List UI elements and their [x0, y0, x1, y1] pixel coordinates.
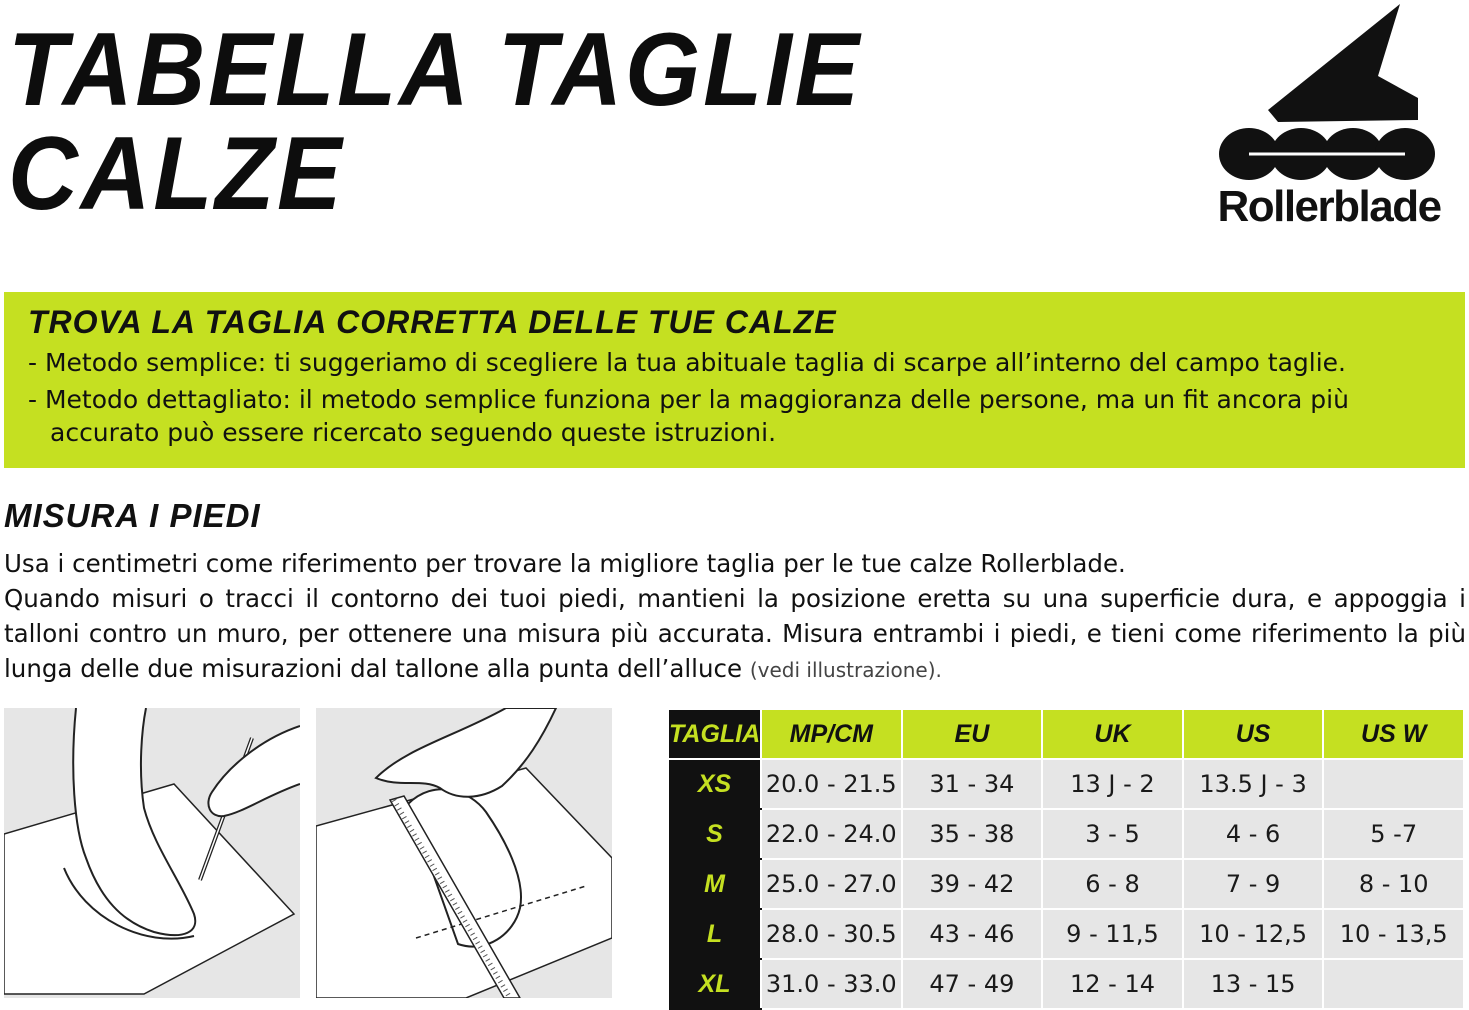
header-eu: EU [902, 710, 1043, 759]
page-title [8, 12, 862, 232]
size-chart-table [669, 710, 1465, 1010]
table-cell: 43 - 46 [902, 909, 1043, 959]
guide-detailed-method: - Metodo dettagliato: il metodo semplice funziona per la maggioranza delle persone, ma un fit ancora più accurato può essere ricercato seguendo queste istruzioni. [28, 385, 1349, 447]
table-cell: 47 - 49 [902, 959, 1043, 1009]
table-row [669, 809, 1464, 859]
table-cell: 10 - 13,5 [1323, 909, 1464, 959]
table-cell: 13 - 15 [1183, 959, 1324, 1009]
table-cell: 31 - 34 [902, 759, 1043, 809]
table-row [669, 859, 1464, 909]
table-cell: 20.0 - 21.5 [761, 759, 902, 809]
measure-body: Quando misuri o tracci il contorno dei tuoi piedi, mantieni la posizione eretta su una superficie dura, e appoggia i talloni contro un muro, per ottenere una misura più accurata. Misura entrambi i piedi, e tieni come riferimento la più lunga delle due misurazioni dal tallone alla punta dell’alluce [4, 584, 1466, 683]
measure-heading: MISURA I PIEDI [4, 497, 261, 534]
header-us: US [1183, 710, 1324, 759]
size-guide-box [4, 292, 1465, 468]
header-us-w: US W [1323, 710, 1464, 759]
table-cell: 28.0 - 30.5 [761, 909, 902, 959]
guide-heading: TROVA LA TAGLIA CORRETTA DELLE TUE CALZE [28, 304, 837, 340]
table-cell: 25.0 - 27.0 [761, 859, 902, 909]
measure-lead: Usa i centimetri come riferimento per trovare la migliore taglia per le tue calze Rollerblade. [4, 549, 1126, 578]
guide-simple-method: - Metodo semplice: ti suggeriamo di scegliere la tua abituale taglia di scarpe all’interno del campo taglie. [28, 348, 1346, 377]
table-cell: 8 - 10 [1323, 859, 1464, 909]
table-row [669, 959, 1464, 1009]
size-label: S [669, 809, 761, 859]
table-cell: 3 - 5 [1042, 809, 1183, 859]
table-cell: 39 - 42 [902, 859, 1043, 909]
table-cell: 22.0 - 24.0 [761, 809, 902, 859]
size-label: M [669, 859, 761, 909]
title-line-2: CALZE [8, 116, 345, 232]
table-row [669, 909, 1464, 959]
table-cell: 31.0 - 33.0 [761, 959, 902, 1009]
table-cell: 4 - 6 [1183, 809, 1324, 859]
table-cell: 7 - 9 [1183, 859, 1324, 909]
header-uk: UK [1042, 710, 1183, 759]
header-taglia: TAGLIA [669, 710, 761, 759]
size-label: XS [669, 759, 761, 809]
foot-tracing-icon [4, 708, 300, 998]
table-cell [1323, 759, 1464, 809]
brand-name: Rollerblade [1217, 182, 1441, 231]
ruler-measure-icon [316, 708, 612, 998]
table-cell: 6 - 8 [1042, 859, 1183, 909]
size-label: XL [669, 959, 761, 1009]
measure-instructions [4, 546, 1466, 688]
table-row [669, 759, 1464, 809]
title-line-1: TABELLA TAGLIE [8, 12, 862, 128]
foot-measuring-illustration [316, 708, 612, 998]
foot-tracing-illustration [4, 708, 300, 998]
rollerblade-logo [1188, 2, 1466, 238]
table-cell: 13 J - 2 [1042, 759, 1183, 809]
table-cell: 35 - 38 [902, 809, 1043, 859]
table-cell: 10 - 12,5 [1183, 909, 1324, 959]
table-header-row [669, 710, 1464, 759]
table-cell: 5 -7 [1323, 809, 1464, 859]
size-label: L [669, 909, 761, 959]
header-mp-cm: MP/CM [761, 710, 902, 759]
table-cell: 13.5 J - 3 [1183, 759, 1324, 809]
table-cell [1323, 959, 1464, 1009]
table-cell: 9 - 11,5 [1042, 909, 1183, 959]
measure-note: (vedi illustrazione). [749, 658, 942, 682]
table-cell: 12 - 14 [1042, 959, 1183, 1009]
